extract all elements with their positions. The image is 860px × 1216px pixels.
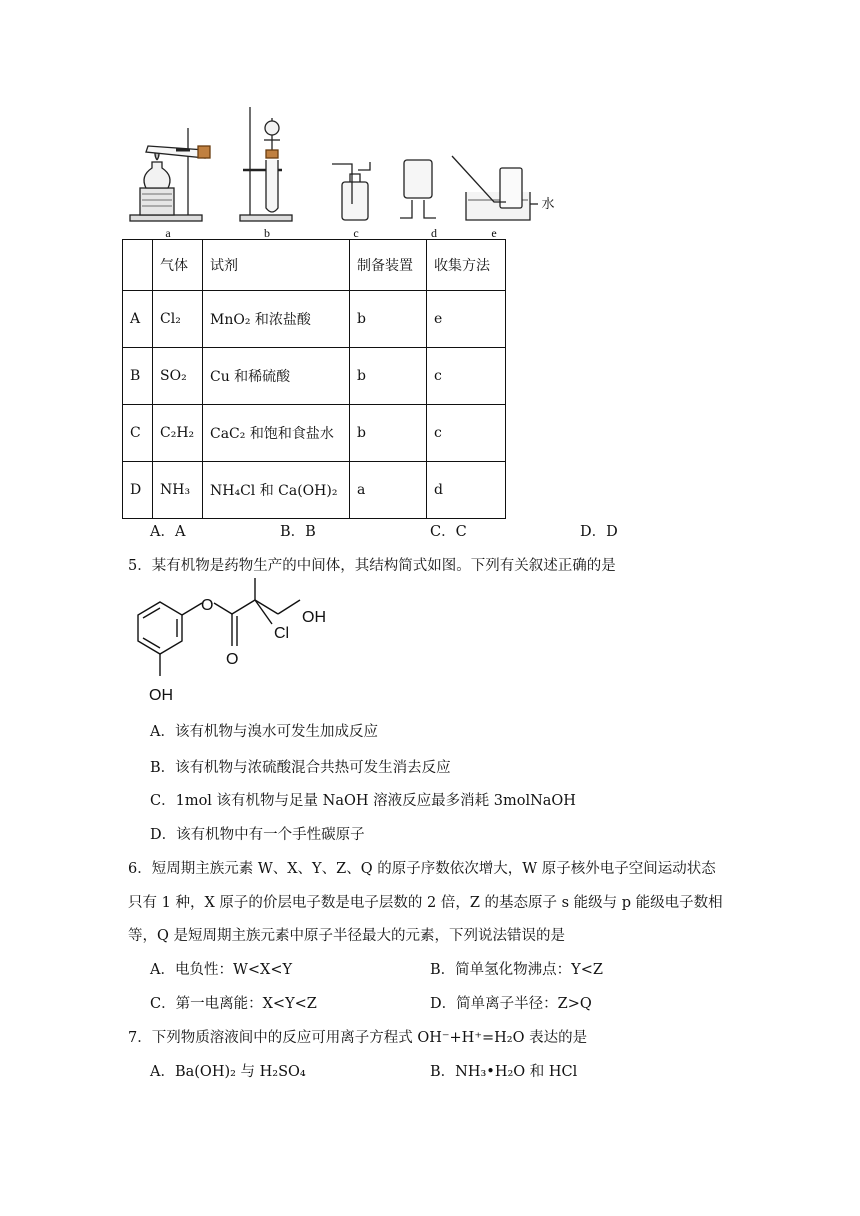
q5-option-b[interactable]: B．该有机物与浓硫酸混合共热可发生消去反应 bbox=[150, 760, 451, 776]
chlorine-label: Cl bbox=[274, 625, 290, 642]
table-cell: b bbox=[350, 291, 427, 348]
q4-option-c[interactable]: C．C bbox=[430, 524, 467, 540]
apparatus-label-d: d bbox=[431, 226, 437, 240]
q5-option-a[interactable]: A．该有机物与溴水可发生加成反应 bbox=[150, 724, 378, 740]
apparatus-label-e: e bbox=[491, 226, 497, 240]
table-cell: Cl₂ bbox=[153, 291, 203, 348]
table-cell: D bbox=[123, 462, 153, 519]
q4-option-d[interactable]: D．D bbox=[580, 524, 618, 540]
table-row bbox=[123, 462, 506, 519]
table-cell: NH₄Cl 和 Ca(OH)₂ bbox=[203, 462, 350, 519]
q6-option-c[interactable]: C．第一电离能：X<Y<Z bbox=[150, 996, 317, 1012]
q6-option-b[interactable]: B．简单氢化物沸点：Y<Z bbox=[430, 962, 603, 978]
table-cell: A bbox=[123, 291, 153, 348]
q6-stem-line-1: 6．短周期主族元素 W、X、Y、Z、Q 的原子序数依次增大，W 原子核外电子空间运动状态 bbox=[128, 861, 716, 877]
q6-stem-line-2: 只有 1 种，X 原子的价层电子数是电子层数的 2 倍，Z 的基态原子 s 能级与 p 能级电子数相 bbox=[128, 895, 723, 911]
apparatus-label-c: c bbox=[353, 226, 359, 240]
table-cell: B bbox=[123, 348, 153, 405]
table-cell: C bbox=[123, 405, 153, 462]
apparatus-label-a: a bbox=[165, 226, 171, 240]
table-cell: a bbox=[350, 462, 427, 519]
apparatus-figure bbox=[0, 0, 860, 245]
table-header-cell: 试剂 bbox=[203, 240, 350, 291]
q4-table bbox=[122, 239, 506, 519]
apparatus-label-b: b bbox=[264, 226, 270, 240]
table-cell: b bbox=[350, 405, 427, 462]
table-cell: NH₃ bbox=[153, 462, 203, 519]
table-cell: c bbox=[427, 405, 506, 462]
apparatus-d bbox=[400, 160, 436, 218]
table-row bbox=[123, 348, 506, 405]
table-cell: C₂H₂ bbox=[153, 405, 203, 462]
table-header-cell: 收集方法 bbox=[427, 240, 506, 291]
q7-stem: 7．下列物质溶液间中的反应可用离子方程式 OH⁻+H⁺=H₂O 表达的是 bbox=[128, 1030, 588, 1046]
q6-option-a[interactable]: A．电负性：W<X<Y bbox=[150, 962, 293, 978]
q4-option-b[interactable]: B．B bbox=[280, 524, 316, 540]
table-row bbox=[123, 291, 506, 348]
apparatus-c bbox=[332, 162, 370, 220]
q7-option-a[interactable]: A．Ba(OH)₂ 与 H₂SO₄ bbox=[150, 1064, 306, 1080]
ester-oxygen-label: O bbox=[201, 597, 214, 614]
table-header-cell: 气体 bbox=[153, 240, 203, 291]
water-label: 水 bbox=[541, 196, 555, 211]
table-cell: b bbox=[350, 348, 427, 405]
table-cell: CaC₂ 和饱和食盐水 bbox=[203, 405, 350, 462]
carbonyl-oxygen-label: O bbox=[226, 651, 239, 668]
table-cell: e bbox=[427, 291, 506, 348]
table-cell: c bbox=[427, 348, 506, 405]
q6-option-d[interactable]: D．简单离子半径：Z>Q bbox=[430, 996, 592, 1012]
q7-option-b[interactable]: B．NH₃•H₂O 和 HCl bbox=[430, 1064, 578, 1080]
q5-option-d[interactable]: D．该有机物中有一个手性碳原子 bbox=[150, 827, 365, 843]
table-cell: MnO₂ 和浓盐酸 bbox=[203, 291, 350, 348]
table-cell: SO₂ bbox=[153, 348, 203, 405]
table-row bbox=[123, 405, 506, 462]
table-header-cell bbox=[123, 240, 153, 291]
q6-stem-line-3: 等，Q 是短周期主族元素中原子半径最大的元素，下列说法错误的是 bbox=[128, 928, 565, 944]
q5-option-c[interactable]: C．1mol 该有机物与足量 NaOH 溶液反应最多消耗 3molNaOH bbox=[150, 793, 576, 809]
table-header-row bbox=[123, 240, 506, 291]
apparatus-e bbox=[452, 156, 538, 220]
q5-stem: 5．某有机物是药物生产的中间体，其结构简式如图。下列有关叙述正确的是 bbox=[128, 558, 616, 574]
table-cell: d bbox=[427, 462, 506, 519]
apparatus-b bbox=[240, 107, 292, 221]
q4-option-a[interactable]: A．A bbox=[150, 524, 186, 540]
apparatus-a bbox=[130, 128, 210, 221]
table-cell: Cu 和稀硫酸 bbox=[203, 348, 350, 405]
hydroxyl-label: OH bbox=[302, 609, 326, 626]
phenol-hydroxyl-label: OH bbox=[149, 687, 173, 704]
table-header-cell: 制备装置 bbox=[350, 240, 427, 291]
